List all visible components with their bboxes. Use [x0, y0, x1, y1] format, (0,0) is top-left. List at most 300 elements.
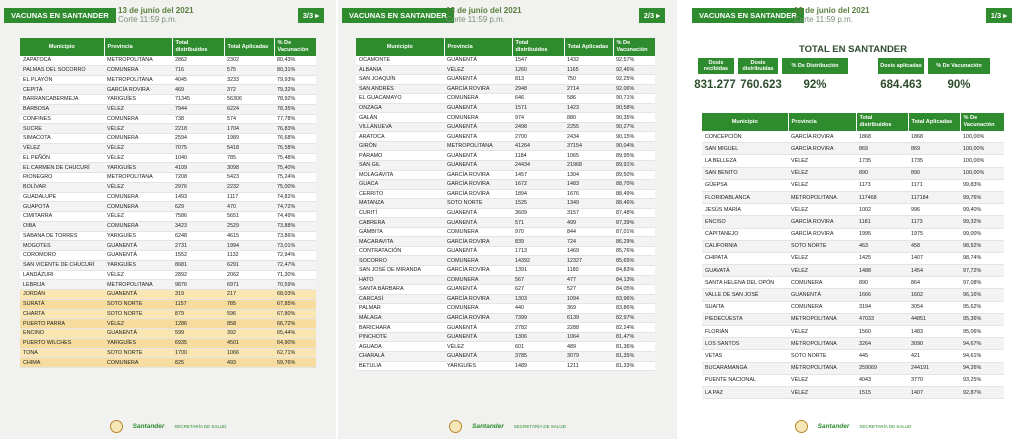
aplicadas-cell: 1975	[908, 228, 960, 240]
aplicadas-cell: 1171	[908, 179, 960, 191]
santander-logo: Santander	[472, 423, 504, 430]
column-header: Provincia	[104, 38, 172, 56]
distribuidos-cell: 1515	[856, 386, 908, 398]
aplicadas-cell: 1165	[564, 65, 613, 75]
municipio-cell: PALMAR	[356, 304, 444, 314]
provincia-cell: GUANENTÁ	[444, 75, 512, 85]
aplicadas-cell: 3157	[564, 208, 613, 218]
secretaria-logo: SECRETARÍA DE SALUD	[859, 424, 912, 429]
porcentaje-cell: 97,72%	[960, 265, 1004, 277]
distribuidos-cell: 869	[856, 143, 908, 155]
porcentaje-cell: 84,13%	[613, 275, 655, 285]
porcentaje-cell: 87,48%	[613, 208, 655, 218]
provincia-cell: VÉLEZ	[104, 143, 172, 153]
aplicadas-cell: 1407	[908, 386, 960, 398]
distribuidos-cell: 571	[512, 218, 564, 228]
table-row	[356, 199, 655, 209]
porcentaje-cell: 92,06%	[613, 84, 655, 94]
provincia-cell: SOTO NORTE	[444, 199, 512, 209]
provincia-cell: COMUNERA	[444, 256, 512, 266]
porcentaje-cell: 74,49%	[274, 212, 316, 222]
table-row	[20, 299, 316, 309]
municipio-cell: SAN VICENTE DE CHUCURÍ	[20, 260, 104, 270]
aplicadas-cell: 244191	[908, 362, 960, 374]
municipio-cell: GUADALUPE	[20, 192, 104, 202]
provincia-cell: METROPOLITANA	[788, 313, 856, 325]
distribuidos-cell: 1488	[856, 265, 908, 277]
table-row	[356, 75, 655, 85]
aplicadas-cell: 56306	[224, 95, 274, 105]
provincia-cell: GARCÍA ROVIRA	[788, 228, 856, 240]
porcentaje-cell: 99,40%	[960, 204, 1004, 216]
aplicadas-cell: 5651	[224, 212, 274, 222]
aplicadas-cell: 869	[908, 143, 960, 155]
cutoff-text: Corte 11:59 p.m.	[794, 15, 853, 24]
provincia-cell: COMUNERA	[104, 202, 172, 212]
aplicadas-cell: 2288	[564, 323, 613, 333]
table-row	[20, 241, 316, 251]
distribuidos-cell: 1286	[172, 319, 224, 329]
table-row	[356, 237, 655, 247]
porcentaje-cell: 99,83%	[960, 179, 1004, 191]
table-row	[20, 319, 316, 329]
kpi-value-pct-vacunacion: 90%	[947, 79, 971, 91]
porcentaje-cell: 87,01%	[613, 227, 655, 237]
report-date	[118, 6, 194, 24]
municipio-cell: JORDÁN	[20, 290, 104, 300]
municipio-cell: SAN BENITO	[702, 167, 788, 179]
table-row	[356, 361, 655, 371]
aplicadas-cell: 6291	[224, 260, 274, 270]
table-row	[702, 350, 1004, 362]
column-header: Provincia	[444, 38, 512, 56]
municipio-cell: HATO	[356, 275, 444, 285]
table-row	[702, 386, 1004, 398]
municipio-cell: COROMORO	[20, 251, 104, 261]
table-header-row	[702, 113, 1004, 131]
porcentaje-cell: 99,00%	[960, 228, 1004, 240]
porcentaje-cell: 81,36%	[613, 342, 655, 352]
distribuidos-cell: 1489	[512, 361, 564, 371]
date-text: 13 de junio del 2021	[446, 6, 522, 15]
kpi-label-aplicadas: Dosis aplicadas	[878, 58, 924, 74]
municipio-cell: LEBRIJA	[20, 280, 104, 290]
provincia-cell: GARCÍA ROVIRA	[444, 313, 512, 323]
municipio-cell: SANTA HELENA DEL OPÓN	[702, 277, 788, 289]
distribuidos-cell: 1552	[172, 251, 224, 261]
vaccination-table	[356, 38, 655, 371]
aplicadas-cell: 1994	[224, 241, 274, 251]
table-row	[702, 313, 1004, 325]
table-row	[20, 221, 316, 231]
distribuidos-cell: 24434	[512, 161, 564, 171]
provincia-cell: VÉLEZ	[788, 179, 856, 191]
provincia-cell: GUANENTÁ	[444, 332, 512, 342]
municipio-cell: CONTRATACIÓN	[356, 246, 444, 256]
table-row	[356, 170, 655, 180]
municipio-cell: MACARAVITA	[356, 237, 444, 247]
column-header: Total Aplicadas	[224, 38, 274, 56]
municipio-cell: PÁRAMO	[356, 151, 444, 161]
distribuidos-cell: 738	[172, 114, 224, 124]
aplicadas-cell: 21968	[564, 161, 613, 171]
porcentaje-cell: 89,95%	[613, 151, 655, 161]
municipio-cell: SAN GIL	[356, 161, 444, 171]
kpi-label-distribuidas: Dosis distribuidas	[738, 58, 778, 74]
porcentaje-cell: 81,35%	[613, 351, 655, 361]
kpi-value-aplicadas: 684.463	[880, 79, 922, 91]
porcentaje-cell: 88,46%	[613, 199, 655, 209]
municipio-cell: ALBANIA	[356, 65, 444, 75]
table-row	[20, 212, 316, 222]
municipio-cell: BARICHARA	[356, 323, 444, 333]
provincia-cell: METROPOLITANA	[104, 173, 172, 183]
distribuidos-cell: 2782	[512, 323, 564, 333]
provincia-cell: GUANENTÁ	[444, 122, 512, 132]
distribuidos-cell: 1184	[512, 151, 564, 161]
table-row	[20, 134, 316, 144]
distribuidos-cell: 1525	[512, 199, 564, 209]
porcentaje-cell: 90,15%	[613, 132, 655, 142]
aplicadas-cell: 1132	[224, 251, 274, 261]
municipio-cell: FLORIÁN	[702, 326, 788, 338]
table-row	[356, 132, 655, 142]
municipio-cell: RIONEGRO	[20, 173, 104, 183]
provincia-cell: COMUNERA	[788, 301, 856, 313]
aplicadas-cell: 1407	[908, 252, 960, 264]
distribuidos-cell: 7075	[172, 143, 224, 153]
provincia-cell: VÉLEZ	[788, 155, 856, 167]
provincia-cell: VÉLEZ	[104, 124, 172, 134]
municipio-cell: BOLÍVAR	[20, 182, 104, 192]
table-row	[20, 338, 316, 348]
distribuidos-cell: 1868	[856, 131, 908, 143]
distribuidos-cell: 9876	[172, 280, 224, 290]
table-row	[702, 228, 1004, 240]
aplicadas-cell: 489	[564, 342, 613, 352]
municipio-cell: MOGOTES	[20, 241, 104, 251]
porcentaje-cell: 94,26%	[960, 362, 1004, 374]
table-row	[20, 348, 316, 358]
table-row	[702, 326, 1004, 338]
distribuidos-cell: 2700	[512, 132, 564, 142]
distribuidos-cell: 3423	[172, 221, 224, 231]
table-row	[20, 104, 316, 114]
table-row	[356, 294, 655, 304]
distribuidos-cell: 4043	[856, 374, 908, 386]
aplicadas-cell: 750	[564, 75, 613, 85]
distribuidos-cell: 599	[172, 329, 224, 339]
table-row	[356, 351, 655, 361]
provincia-cell: COMUNERA	[104, 192, 172, 202]
aplicadas-cell: 1868	[908, 131, 960, 143]
distribuidos-cell: 1457	[512, 170, 564, 180]
report-date	[794, 6, 870, 24]
porcentaje-cell: 64,90%	[274, 338, 316, 348]
page-indicator[interactable]: 1/3 ▸	[986, 8, 1012, 23]
porcentaje-cell: 83,96%	[613, 294, 655, 304]
provincia-cell: GUANENTÁ	[444, 151, 512, 161]
provincia-cell: GARCÍA ROVIRA	[788, 131, 856, 143]
porcentaje-cell: 85,65%	[613, 256, 655, 266]
municipio-cell: PIEDECUESTA	[702, 313, 788, 325]
aplicadas-cell: 4501	[224, 338, 274, 348]
provincia-cell: GUANENTÁ	[104, 241, 172, 251]
table-row	[356, 332, 655, 342]
table-row	[20, 124, 316, 134]
distribuidos-cell: 825	[172, 358, 224, 368]
aplicadas-cell: 996	[908, 204, 960, 216]
table-row	[356, 189, 655, 199]
aplicadas-cell: 3079	[564, 351, 613, 361]
porcentaje-cell: 75,00%	[274, 182, 316, 192]
distribuidos-cell: 4045	[172, 75, 224, 85]
table-row	[356, 161, 655, 171]
vacunas-tag: VACUNAS EN SANTANDER	[4, 8, 116, 23]
distribuidos-cell: 440	[512, 304, 564, 314]
provincia-cell: GUANENTÁ	[444, 218, 512, 228]
provincia-cell: VÉLEZ	[788, 204, 856, 216]
provincia-cell: COMUNERA	[104, 114, 172, 124]
table-row	[702, 167, 1004, 179]
porcentaje-cell: 90,71%	[613, 94, 655, 104]
porcentaje-cell: 89,50%	[613, 170, 655, 180]
aplicadas-cell: 1065	[564, 151, 613, 161]
porcentaje-cell: 73,88%	[274, 221, 316, 231]
table-row	[356, 256, 655, 266]
table-header-row	[356, 38, 655, 56]
municipio-cell: CHARTA	[20, 309, 104, 319]
table-row	[356, 313, 655, 323]
aplicadas-cell: 4615	[224, 231, 274, 241]
distribuidos-cell: 839	[512, 237, 564, 247]
column-header: Municipio	[20, 38, 104, 56]
aplicadas-cell: 724	[564, 237, 613, 247]
provincia-cell: VÉLEZ	[788, 265, 856, 277]
aplicadas-cell: 372	[224, 85, 274, 95]
distribuidos-cell: 2892	[172, 270, 224, 280]
aplicadas-cell: 1211	[564, 361, 613, 371]
provincia-cell: COMUNERA	[104, 358, 172, 368]
distribuidos-cell: 646	[512, 94, 564, 104]
provincia-cell: GARCÍA ROVIRA	[444, 266, 512, 276]
report-date	[446, 6, 522, 24]
porcentaje-cell: 66,72%	[274, 319, 316, 329]
table-row	[20, 202, 316, 212]
aplicadas-cell: 785	[224, 299, 274, 309]
porcentaje-cell: 75,24%	[274, 173, 316, 183]
provincia-cell: VÉLEZ	[444, 342, 512, 352]
porcentaje-cell: 99,32%	[960, 216, 1004, 228]
municipio-cell: BARBOSA	[20, 104, 104, 114]
provincia-cell: METROPOLITANA	[444, 141, 512, 151]
municipio-cell: GÜEPSA	[702, 179, 788, 191]
municipio-cell: SABANA DE TORRES	[20, 231, 104, 241]
provincia-cell: YARIGUÍES	[104, 231, 172, 241]
porcentaje-cell: 67,85%	[274, 299, 316, 309]
municipio-cell: VILLANUEVA	[356, 122, 444, 132]
table-row	[20, 192, 316, 202]
porcentaje-cell: 78,35%	[274, 104, 316, 114]
porcentaje-cell: 90,04%	[613, 141, 655, 151]
kpi-value-distribuidas: 760.623	[740, 79, 782, 91]
porcentaje-cell: 88,49%	[613, 189, 655, 199]
table-row	[702, 216, 1004, 228]
aplicadas-cell: 5423	[224, 173, 274, 183]
municipio-cell: PINCHOTE	[356, 332, 444, 342]
porcentaje-cell: 75,40%	[274, 163, 316, 173]
santander-logo: Santander	[817, 423, 850, 430]
table-row	[356, 56, 655, 65]
porcentaje-cell: 92,46%	[613, 65, 655, 75]
porcentaje-cell: 73,01%	[274, 241, 316, 251]
provincia-cell: GUANENTÁ	[788, 289, 856, 301]
table-row	[20, 56, 316, 65]
aplicadas-cell: 527	[564, 285, 613, 295]
kpi-value-pct-distribucion: 92%	[803, 79, 827, 91]
municipio-cell: LA PAZ	[702, 386, 788, 398]
provincia-cell: VÉLEZ	[788, 374, 856, 386]
aplicadas-cell: 1676	[564, 189, 613, 199]
table-row	[356, 246, 655, 256]
footer-logos	[338, 420, 677, 433]
aplicadas-cell: 3090	[908, 338, 960, 350]
aplicadas-cell: 1735	[908, 155, 960, 167]
municipio-cell: PUERTO WILCHES	[20, 338, 104, 348]
porcentaje-cell: 98,74%	[960, 252, 1004, 264]
page-indicator[interactable]: 2/3 ▸	[639, 8, 665, 23]
porcentaje-cell: 67,80%	[274, 309, 316, 319]
table-row	[356, 113, 655, 123]
porcentaje-cell: 93,25%	[960, 374, 1004, 386]
secretaria-logo: SECRETARÍA DE SALUD	[513, 424, 566, 429]
distribuidos-cell: 3194	[856, 301, 908, 313]
aplicadas-cell: 844	[564, 227, 613, 237]
table-row	[20, 290, 316, 300]
aplicadas-cell: 1989	[224, 134, 274, 144]
table-header-row	[20, 38, 316, 56]
distribuidos-cell: 627	[512, 285, 564, 295]
total-title: TOTAL EN SANTANDER	[798, 44, 908, 55]
table-row	[702, 143, 1004, 155]
provincia-cell: GARCÍA ROVIRA	[444, 237, 512, 247]
municipio-cell: SAN JOAQUÍN	[356, 75, 444, 85]
porcentaje-cell: 99,76%	[960, 191, 1004, 203]
porcentaje-cell: 86,29%	[613, 237, 655, 247]
distribuidos-cell: 2862	[172, 56, 224, 65]
aplicadas-cell: 1173	[908, 216, 960, 228]
porcentaje-cell: 74,72%	[274, 202, 316, 212]
distribuidos-cell: 970	[512, 227, 564, 237]
table-row	[356, 304, 655, 314]
provincia-cell: YARIGUÍES	[104, 163, 172, 173]
seal-icon	[110, 420, 123, 433]
kpi-label-recibidas: Dosis recibidas	[698, 58, 734, 74]
table-row	[356, 94, 655, 104]
table-row	[702, 362, 1004, 374]
porcentaje-cell: 92,25%	[613, 75, 655, 85]
municipio-cell: EL PEÑÓN	[20, 153, 104, 163]
aplicadas-cell: 3054	[908, 301, 960, 313]
distribuidos-cell: 1493	[172, 192, 224, 202]
provincia-cell: VÉLEZ	[104, 270, 172, 280]
distribuidos-cell: 716	[172, 65, 224, 75]
table-row	[20, 143, 316, 153]
provincia-cell: VÉLEZ	[104, 153, 172, 163]
table-row	[356, 141, 655, 151]
provincia-cell: SOTO NORTE	[104, 309, 172, 319]
secretaria-logo: SECRETARÍA DE SALUD	[174, 424, 227, 429]
aplicadas-cell: 499	[564, 218, 613, 228]
distribuidos-cell: 879	[172, 309, 224, 319]
provincia-cell: VÉLEZ	[788, 252, 856, 264]
distribuidos-cell: 1735	[856, 155, 908, 167]
distribuidos-cell: 890	[856, 167, 908, 179]
aplicadas-cell: 117184	[908, 191, 960, 203]
table-row	[702, 252, 1004, 264]
distribuidos-cell: 7208	[172, 173, 224, 183]
distribuidos-cell: 4109	[172, 163, 224, 173]
distribuidos-cell: 1306	[512, 332, 564, 342]
seal-icon	[795, 420, 808, 433]
municipio-cell: ENCISO	[702, 216, 788, 228]
table-row	[356, 266, 655, 276]
aplicadas-cell: 1602	[908, 289, 960, 301]
table-row	[702, 338, 1004, 350]
page-indicator[interactable]: 3/3 ▸	[298, 8, 324, 23]
municipio-cell: GUAVATÁ	[702, 265, 788, 277]
porcentaje-cell: 77,78%	[274, 114, 316, 124]
table-row	[20, 95, 316, 105]
distribuidos-cell: 1894	[512, 189, 564, 199]
column-header: Total Aplicadas	[564, 38, 613, 56]
santander-logo: Santander	[132, 423, 165, 430]
porcentaje-cell: 62,71%	[274, 348, 316, 358]
distribuidos-cell: 3785	[512, 351, 564, 361]
porcentaje-cell: 95,36%	[960, 313, 1004, 325]
porcentaje-cell: 92,57%	[613, 56, 655, 65]
aplicadas-cell: 1423	[564, 103, 613, 113]
aplicadas-cell: 890	[908, 167, 960, 179]
municipio-cell: ZAPATOCA	[20, 56, 104, 65]
municipio-cell: GUAPOTÁ	[20, 202, 104, 212]
distribuidos-cell: 1181	[856, 216, 908, 228]
aplicadas-cell: 5418	[224, 143, 274, 153]
distribuidos-cell: 2498	[512, 122, 564, 132]
table-row	[702, 191, 1004, 203]
provincia-cell: SOTO NORTE	[788, 350, 856, 362]
municipio-cell: FLORIDABLANCA	[702, 191, 788, 203]
aplicadas-cell: 369	[564, 304, 613, 314]
porcentaje-cell: 65,44%	[274, 329, 316, 339]
provincia-cell: YARIGUÍES	[104, 338, 172, 348]
table-row	[356, 218, 655, 228]
aplicadas-cell: 1180	[564, 266, 613, 276]
column-header: Provincia	[788, 113, 856, 131]
provincia-cell: COMUNERA	[104, 134, 172, 144]
distribuidos-cell: 319	[172, 290, 224, 300]
distribuidos-cell: 2976	[172, 182, 224, 192]
porcentaje-cell: 90,35%	[613, 113, 655, 123]
aplicadas-cell: 1483	[564, 180, 613, 190]
distribuidos-cell: 1571	[512, 103, 564, 113]
provincia-cell: GUANENTÁ	[444, 56, 512, 65]
table-row	[356, 151, 655, 161]
municipio-cell: CEPITÁ	[20, 85, 104, 95]
aplicadas-cell: 421	[908, 350, 960, 362]
table-row	[20, 251, 316, 261]
aplicadas-cell: 864	[908, 277, 960, 289]
